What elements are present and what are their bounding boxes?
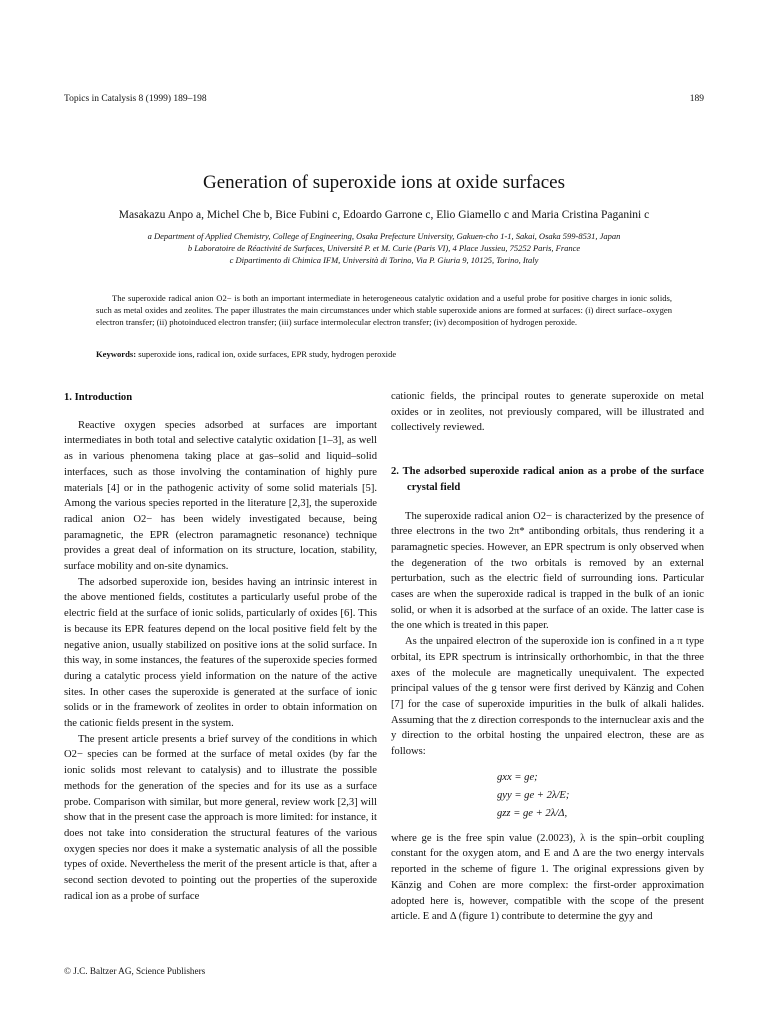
keywords [96,349,672,359]
affiliation-a: a Department of Applied Chemistry, College of Engineering, Osaka Prefecture University, Gakuen-cho 1-1, Sakai, Osaka 599-8531, Japan [147,231,621,241]
keywords-text: superoxide ions, radical ion, oxide surfaces, EPR study, hydrogen peroxide [138,349,397,359]
section2-paragraph-1: The superoxide radical anion O2− is characterized by the presence of three electrons in the two 2π* antibonding orbitals, thus rendering it a paramagnetic species. However, an EPR spectrum is only observed when the degeneration of the two orbitals is removed by an external perturbation, such as the electric field of surrounding ions. Particular cases are when the superoxide radical is trapped in the bulk of an ionic solid, or when it is adsorbed at the surface of an oxide. The latter case is the one which is treated in this paper. [391,510,704,632]
intro-paragraph-1: Reactive oxygen species adsorbed at surfaces are important intermediates in both total and selective catalytic oxidation [1–3], as well as in various phenomena taking place at gas–solid and liquid–solid interfaces, such as those involving the contamination of highly pure materials [4] or in the pathogenic activity of some solid materials [5]. Among the various species reported in the literature [2,3], the superoxide radical anion O2− has been widely investigated because, being paramagnetic, the EPR (electron paramagnetic resonance) technique provides a great deal of information on its structure, location, stability, surface mobility and on-site dynamics. [64,419,377,573]
paper-title: Generation of superoxide ions at oxide surfaces [203,172,565,193]
section-heading-introduction: 1. Introduction [64,392,133,403]
equation-gxx: gxx = ge; [497,771,538,783]
equation-gzz: gzz = ge + 2λ/Δ, [497,807,568,819]
abstract: The superoxide radical anion O2− is both an important intermediate in heterogeneous catalytic oxidation and a useful probe for positive charges in ionic solids, such as metal oxides and zeolites. The paper illustrates the main circumstances under which stable superoxide anions are formed at surfaces: (i) direct surface–oxygen electron transfer; (ii) photoinduced electron transfer; (iii) surface intermolecular electron transfer; (iv) decomposition of hydrogen peroxide. [96,293,672,327]
g-tensor-equations [391,769,704,823]
copyright-footer: © J.C. Baltzer AG, Science Publishers [64,966,206,976]
left-column [64,390,377,905]
intro-paragraph-2: The adsorbed superoxide ion, besides having an intrinsic interest in the above mentioned fields, costitutes a particularly useful probe of the electric field at the surface of ionic solids, particularly of oxides [6]. This is because its EPR features depend on the local positive field felt by the negative anion, usually stabilized on positive ions at the solid surface. In this way, in some instances, the features of the superoxide species formed during a catalytic process yield information on the nature of the active sites. In other cases the superoxide is generated at the surface of ionic solids or in the framework of zeolites in order to obtain information on the cationic fields present in the system. [64,576,377,730]
right-column [391,389,704,925]
section2-paragraph-3: where ge is the free spin value (2.0023), λ is the spin–orbit coupling constant for the oxygen atom, and E and Δ are the two energy intervals reported in the scheme of figure 1. The original expressions given by Känzig and Cohen are more complex: the first-order approximation adopted here is, however, compatible with the scope of the present article. E and Δ (figure 1) contribute to determine the gyy and [391,832,704,923]
page-number: 189 [689,94,704,104]
section-heading-superoxide-probe: 2. The adsorbed superoxide radical anion as a probe of the surface crystal field [391,466,704,493]
running-header-journal: Topics in Catalysis 8 (1999) 189–198 [64,94,207,104]
author-list: Masakazu Anpo a, Michel Che b, Bice Fubini c, Edoardo Garrone c, Elio Giamello c and Maria Cristina Paganini c [118,209,650,221]
affiliation-c: c Dipartimento di Chimica IFM, Università di Torino, Via P. Giuria 9, 10125, Torino, Italy [229,255,539,265]
intro-continuation: cationic fields, the principal routes to generate superoxide on metal oxides or in zeolites, not previously compared, will be illustrated and collectively reviewed. [391,391,704,434]
keywords-label: Keywords: [96,349,137,359]
equation-gyy: gyy = ge + 2λ/E; [497,789,570,801]
intro-paragraph-3: The present article presents a brief survey of the conditions in which O2− species can be formed at the surface of metal oxides (by far the ionic solids most relevant to catalysis) and to illustrate the possible methods for the generation of the species and for its use as a surface probe. Comparison with similar, but more general, review work [2,3] will show that in the present case the approach is more limited: for instance, it does not take into consideration the structural features of the various oxygen species nor does it make a systematic analysis of all the possible types of oxide. Nevertheless the merit of the present article is that, after a second section devoted to pointing out the properties of the superoxide radical ion as a probe of surface [64,733,377,902]
section2-paragraph-2: As the unpaired electron of the superoxide ion is confined in a π type orbital, its EPR spectrum is intrinsically orthorhombic, in that the three axes of the molecule are magnetically unequivalent. The expected principal values of the g tensor were first derived by Känzig and Cohen [7] for the case of superoxide impurities in the bulk of alkali halides. Assuming that the z direction corresponds to the internuclear axis and the y direction to the orbital hosting the unpaired electron, these are as follows: [391,636,704,758]
affiliation-b: b Laboratoire de Réactivité de Surfaces, Université P. et M. Curie (Paris VI), 4 Place Jussieu, 75252 Paris, France [187,243,581,253]
